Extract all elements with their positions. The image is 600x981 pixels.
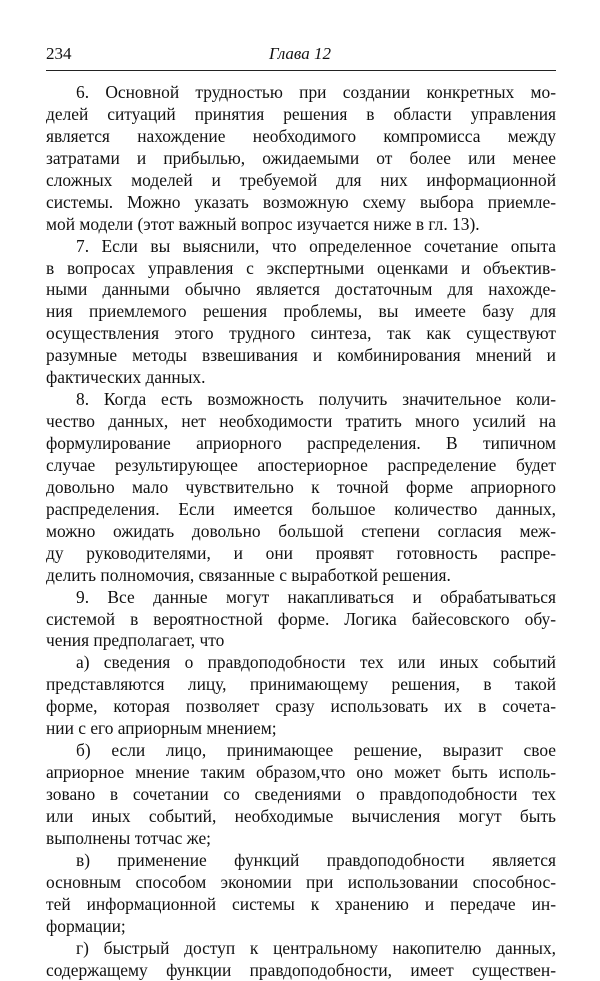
page-number: 234 — [46, 44, 72, 64]
text-line: чество данных, нет необходимости тратить много усилий на — [46, 411, 556, 433]
text-line: делей ситуаций принятия решения в области управления — [46, 104, 556, 126]
text-line: ния приемлемого решения проблемы, вы имеете базу для — [46, 301, 556, 323]
paragraph-7 — [46, 236, 556, 390]
list-item-c — [46, 850, 556, 938]
text-line: осуществления этого трудного синтеза, так как существуют — [46, 323, 556, 345]
text-line: в вопросах управления с экспертными оценками и объектив- — [46, 258, 556, 280]
text-line: делить полномочия, связанные с выработкой решения. — [46, 565, 556, 587]
header-rule — [46, 70, 556, 71]
text-line: выполнены тотчас же; — [46, 828, 556, 850]
text-line: 9. Все данные могут накапливаться и обрабатываться — [46, 587, 556, 609]
paragraph-8 — [46, 389, 556, 586]
text-line: случае результирующее апостериорное распределение будет — [46, 455, 556, 477]
text-line: формации; — [46, 916, 556, 938]
running-head-chapter: Глава 12 — [0, 44, 600, 64]
paragraph-9 — [46, 587, 556, 653]
text-line: в) применение функций правдоподобности является — [46, 850, 556, 872]
text-line: чения предполагает, что — [46, 630, 556, 652]
text-line: априорное мнение таким образом,что оно может быть исполь- — [46, 762, 556, 784]
text-line: формулирование априорного распределения. В типичном — [46, 433, 556, 455]
text-line: распределения. Если имеется большое количество данных, — [46, 499, 556, 521]
text-line: основным способом экономии при использовании способнос- — [46, 872, 556, 894]
text-line: 6. Основной трудностью при создании конкретных мо- — [46, 82, 556, 104]
text-line: системой в вероятностной форме. Логика байесовского обу- — [46, 609, 556, 631]
list-item-d — [46, 938, 556, 981]
text-line: ду руководителями, и они проявят готовность распре- — [46, 543, 556, 565]
text-line: зовано в сочетании со сведениями о правдоподобности тех — [46, 784, 556, 806]
text-line: затратами и прибылью, ожидаемыми от более или менее — [46, 148, 556, 170]
text-line: форме, которая позволяет сразу использовать их в сочета- — [46, 696, 556, 718]
text-line: ными данными обычно является достаточным для нахожде- — [46, 279, 556, 301]
list-item-b — [46, 740, 556, 850]
text-line: 8. Когда есть возможность получить значительное коли- — [46, 389, 556, 411]
text-line: 7. Если вы выяснили, что определенное сочетание опыта — [46, 236, 556, 258]
text-line: тей информационной системы к хранению и передаче ин- — [46, 894, 556, 916]
text-line: б) если лицо, принимающее решение, выразит свое — [46, 740, 556, 762]
text-line: является нахождение необходимого компромисса между — [46, 126, 556, 148]
text-line: мой модели (этот важный вопрос изучается ниже в гл. 13). — [46, 214, 556, 236]
text-line: системы. Можно указать возможную схему выбора приемле- — [46, 192, 556, 214]
text-line: нии с его априорным мнением; — [46, 718, 556, 740]
paragraph-6 — [46, 82, 556, 236]
list-item-a — [46, 652, 556, 740]
body-text — [46, 82, 556, 981]
text-line: а) сведения о правдоподобности тех или иных событий — [46, 652, 556, 674]
text-line: содержащему функции правдоподобности, имеет существен- — [46, 960, 556, 981]
text-line: фактических данных. — [46, 367, 556, 389]
text-line: разумные методы взвешивания и комбинирования мнений и — [46, 345, 556, 367]
text-line: довольно мало чувствительно к точной форме априорного — [46, 477, 556, 499]
text-line: можно ожидать довольно большой степени согласия меж- — [46, 521, 556, 543]
text-line: г) быстрый доступ к центральному накопителю данных, — [46, 938, 556, 960]
text-line: или иных событий, необходимые вычисления могут быть — [46, 806, 556, 828]
text-line: представляются лицу, принимающему решения, в такой — [46, 674, 556, 696]
text-line: сложных моделей и требуемой для них информационной — [46, 170, 556, 192]
